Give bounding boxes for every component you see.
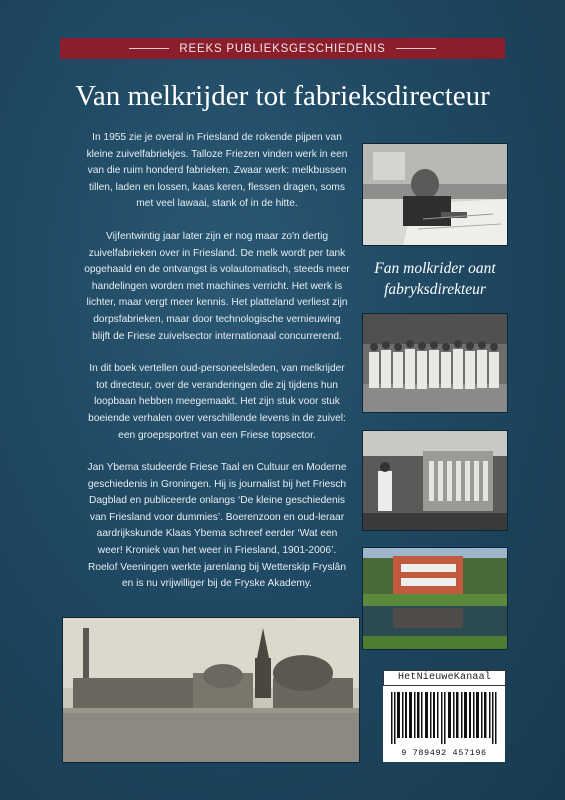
isbn-barcode: [383, 686, 505, 762]
paragraph-change: Vijfentwintig jaar later zijn er nog maar zo'n dertig zuivelfabrieken over in Friesland. De melk wordt per tank opgehaald en de ontvangst is volautomatisch, steeds meer handelingen worden met machines verricht. Het werk is lichter, maar vergt meer kennis. Het platteland verliest zijn dorpsfabrieken, maar door technologische vernieuwing blijft de Friese zuivelsector internationaal concurrerend.: [84, 230, 350, 342]
frisian-subtitle-line-1: Fan molkrider oant: [374, 260, 496, 277]
series-label: REEKS PUBLIEKSGESCHIEDENIS: [179, 42, 386, 55]
band-rule-right: [396, 48, 436, 49]
barcode-bars: [391, 692, 497, 744]
frisian-subtitle: [360, 258, 510, 300]
publisher-logo: HetNieuweKanaal: [383, 670, 506, 686]
photo-village-canal: [62, 617, 360, 763]
photo-factory-staff: [362, 313, 508, 413]
barcode-number: 9 789492 457196: [401, 748, 487, 758]
photo-man-at-desk: [362, 143, 508, 246]
paragraph-authors: Jan Ybema studeerde Friese Taal en Cultuur en Moderne geschiedenis in Groningen. Hij is journalist bij het Friesch Dagblad en publiceerde onlangs ‘De kleine geschiedenis van Friesland voor dummies’. Boerenzoon en oud-leraar aardrijkskunde Klaas Ybema schreef eerder ‘Wat een weer! Kroniek van het weer in Friesland, 1901-2006’. Roelof Veeningen werkte jarenlang bij Wetterskip Fryslân en is nu vrijwilliger bij de Fryske Akademy.: [87, 462, 347, 590]
paragraph-intro: In 1955 zie je overal in Friesland de rokende pijpen van kleine zuivelfabriekjes. Talloze Friezen vinden werk in een van die ruim honderd fabrieken. Zwaar werk: melkbussen tillen, laden en lossen, kaas keren, flessen dragen, soms met veel lawaai, stank of in de hitte.: [86, 132, 348, 210]
photo-bottling-line: [362, 430, 508, 531]
series-band: [60, 38, 505, 59]
band-rule-left: [129, 48, 169, 49]
back-cover-text: [84, 130, 350, 609]
photo-modern-building: [362, 547, 508, 650]
frisian-subtitle-line-2: fabryksdirekteur: [384, 281, 486, 298]
book-title: Van melkrijder tot fabrieksdirecteur: [75, 80, 490, 112]
paragraph-book: In dit boek vertellen oud-personeelsleden, van melkrijder tot directeur, over de veranderingen die zij tijdens hun loopbaan hebben meegemaakt. Het zijn stuk voor stuk boeiende verhalen over verschillende levens in de zuivel: een groepsportret van een Friese topsector.: [88, 363, 346, 441]
